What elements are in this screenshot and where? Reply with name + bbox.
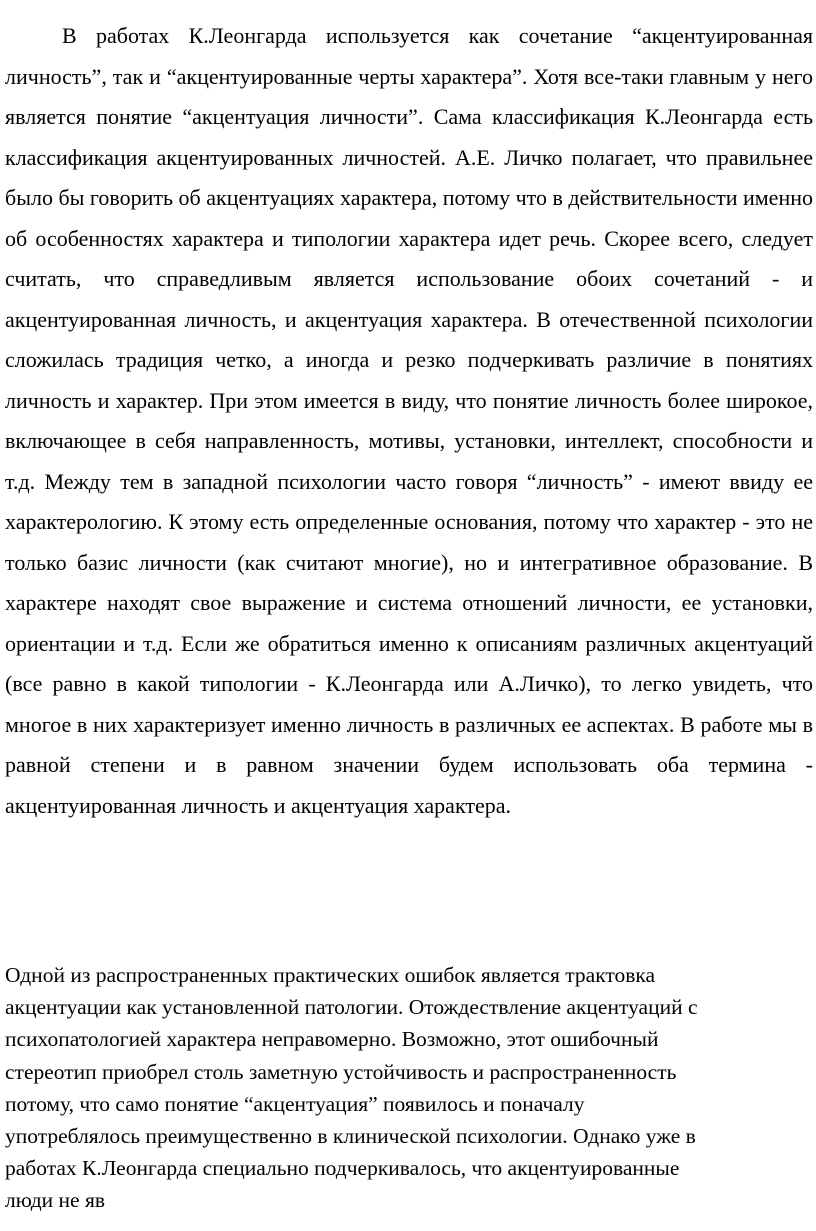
- paragraph-accentuation-terms: В работах К.Леонгарда используется как сочетание “акцентуированная личность”, так и “акцентуированные черты характера”. Хотя все-таки главным у него является понятие “акцентуация личности”. Сама классификация К.Леонгарда есть классификация акцентуированных личностей. А.Е. Личко полагает, что правильнее было бы говорить об акцентуациях характера, потому что в действительности именно об особенностях характера и типологии характера идет речь. Скорее всего, следует считать, что справедливым является использование обоих сочетаний - и акцентуированная личность, и акцентуация характера. В отечественной психологии сложилась традиция четко, а иногда и резко подчеркивать различие в понятиях личность и характер. При этом имеется в виду, что понятие личность более широкое, включающее в себя направленность, мотивы, установки, интеллект, способности и т.д. Между тем в западной психологии часто говоря “личность” - имеют ввиду ее характерологию. К этому есть определенные основания, потому что характер - это не только базис личности (как считают многие), но и интегративное образование. В характере находят свое выражение и система отношений личности, ее установки, ориентации и т.д. Если же обратиться именно к описаниям различных акцентуаций (все равно в какой типологии - К.Леонгарда или А.Личко), то легко увидеть, что многое в них характеризует именно личность в различных ее аспектах. В работе мы в равной степени и в равном значении будем использовать оба термина - акцентуированная личность и акцентуация характера.: [5, 23, 813, 818]
- paragraph-pathology-misconception: Одной из распространенных практических ошибок является трактовка акцентуации как установленной патологии. Отождествление акцентуаций с психопатологией характера неправомерно. Возможно, этот ошибочный стереотип приобрел столь заметную устойчивость и распространенность потому, что само понятие “акцентуация” появилось и поначалу употреблялось преимущественно в клинической психологии. Однако уже в работах К.Леонгарда специально подчеркивалось, что акцентуированные люди не яв: [5, 963, 698, 1213]
